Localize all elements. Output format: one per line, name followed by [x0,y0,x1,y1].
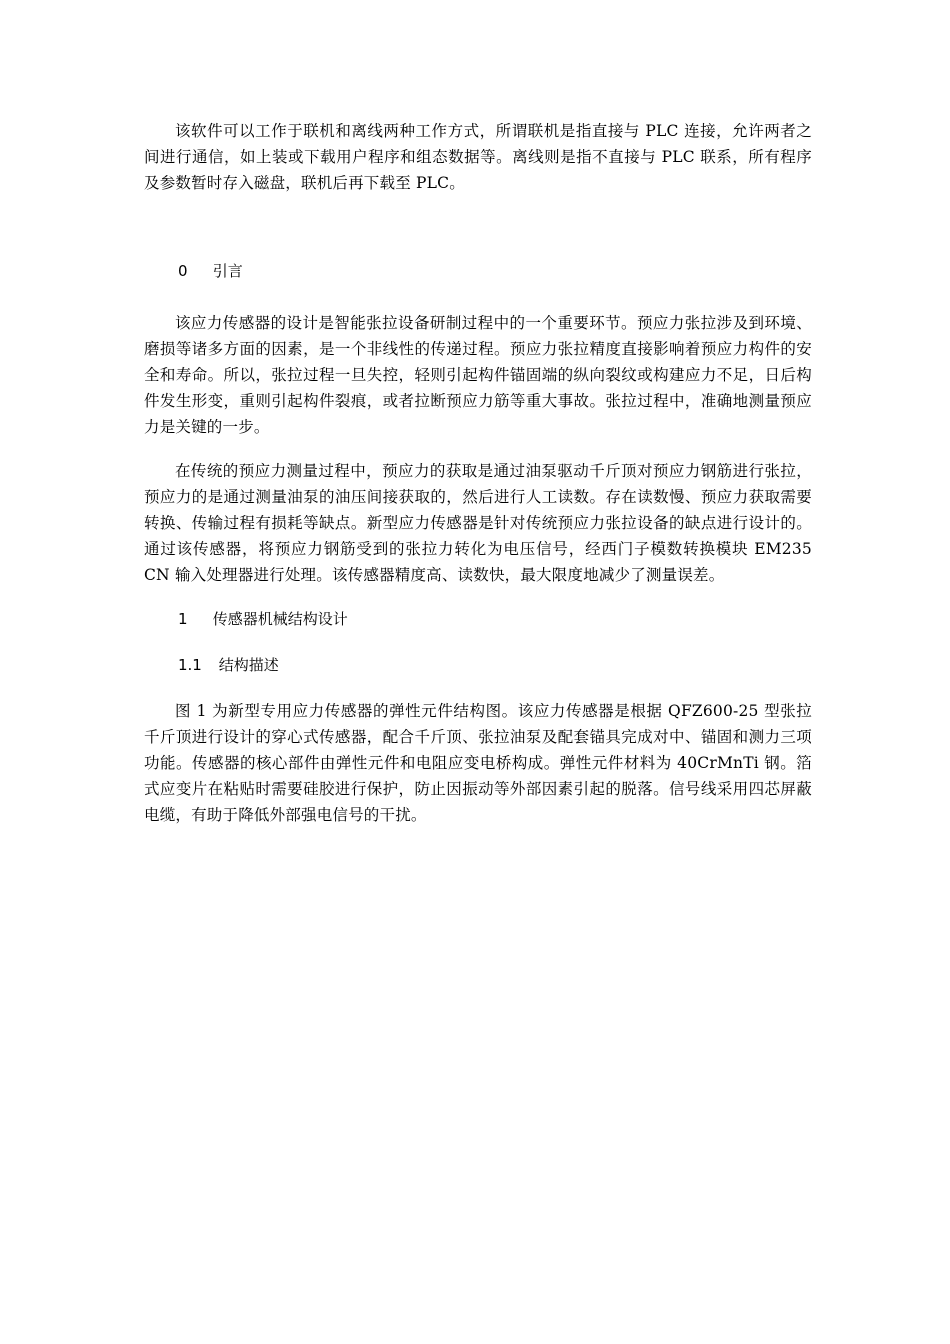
paragraph-structure-description: 图 1 为新型专用应力传感器的弹性元件结构图。该应力传感器是根据 QFZ600-25 型张拉千斤顶进行设计的穿心式传感器，配合千斤顶、张拉油泵及配套锚具完成对中、锚固和测力三项功能。传感器的核心部件由弹性元件和电阻应变电桥构成。弹性元件材料为 40CrMnTi 钢。箔式应变片在粘贴时需要硅胶进行保护，防止因振动等外部因素引起的脱落。信号线采用四芯屏蔽电缆，有助于降低外部强电信号的干扰。 [144,702,812,824]
subsection-title: 结构描述 [218,656,279,674]
section-number: 0 [178,262,188,280]
section-number: 1 [178,610,188,628]
section-title: 引言 [212,262,243,280]
subsection-heading-structure [144,652,812,678]
paragraph-background: 该应力传感器的设计是智能张拉设备研制过程中的一个重要环节。预应力张拉涉及到环境、磨损等诸多方面的因素，是一个非线性的传递过程。预应力张拉精度直接影响着预应力构件的安全和寿命。所以，张拉过程一旦失控，轻则引起构件锚固端的纵向裂纹或构建应力不足，日后构件发生形变，重则引起构件裂痕，或者拉断预应力筋等重大事故。张拉过程中，准确地测量预应力是关键的一步。 [144,314,812,436]
section-title: 传感器机械结构设计 [212,610,348,628]
document-page [144,118,812,828]
section-heading-mechanical-design [144,606,812,632]
paragraph-traditional-method: 在传统的预应力测量过程中，预应力的获取是通过油泵驱动千斤顶对预应力钢筋进行张拉，预应力的是通过测量油泵的油压间接获取的，然后进行人工读数。存在读数慢、预应力获取需要转换、传输过程有损耗等缺点。新型应力传感器是针对传统预应力张拉设备的缺点进行设计的。通过该传感器，将预应力钢筋受到的张拉力转化为电压信号，经西门子模数转换模块 EM235 CN 输入处理器进行处理。该传感器精度高、读数快，最大限度地减少了测量误差。 [144,462,812,584]
paragraph-intro: 该软件可以工作于联机和离线两种工作方式，所谓联机是指直接与 PLC 连接，允许两者之间进行通信，如上装或下载用户程序和组态数据等。离线则是指不直接与 PLC 联系，所有程序及参数暂时存入磁盘，联机后再下载至 PLC。 [144,122,812,192]
section-heading-introduction [144,258,812,284]
subsection-number: 1.1 [178,656,202,674]
